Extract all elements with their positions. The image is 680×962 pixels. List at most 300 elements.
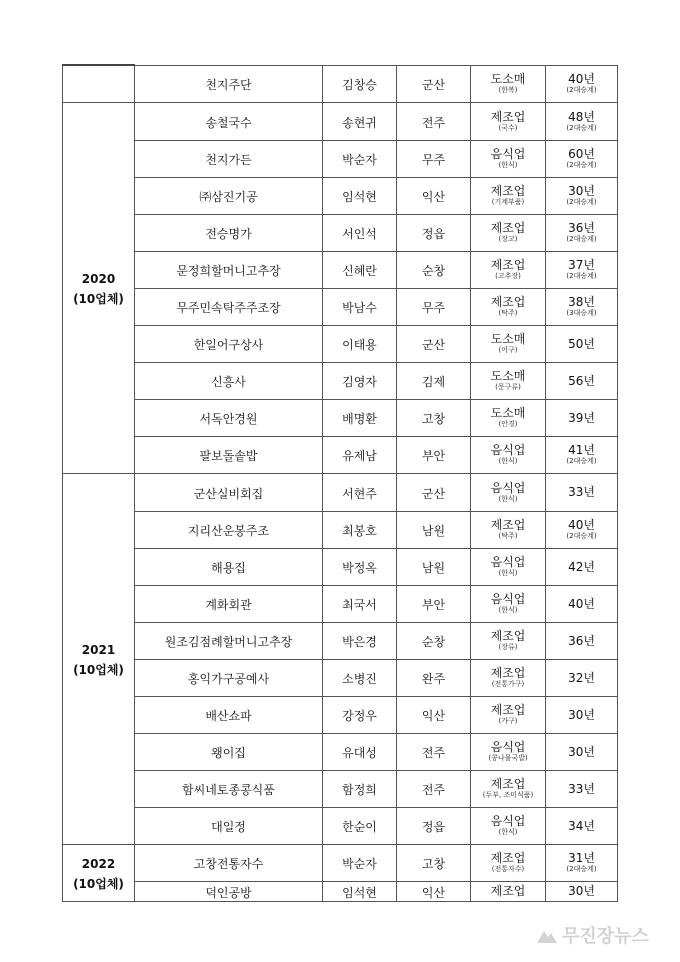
years-cell <box>546 473 618 511</box>
mountain-logo-icon <box>536 926 558 944</box>
table-row <box>63 214 618 251</box>
years-cell <box>546 881 618 901</box>
owner-name: 박정옥 <box>342 561 377 575</box>
business-name-cell <box>135 65 323 102</box>
business-name: 전승명가 <box>205 227 252 241</box>
region-name: 부안 <box>421 449 446 463</box>
region-cell <box>397 399 471 436</box>
region-cell <box>397 214 471 251</box>
business-type-cell <box>471 102 546 140</box>
business-name: 무주민속탁주주조장 <box>176 301 281 315</box>
owner-name: 서인석 <box>342 227 377 241</box>
succession-note: (3대승계) <box>566 309 597 317</box>
business-type-cell <box>471 473 546 511</box>
business-name: 배산쇼파 <box>205 709 252 723</box>
business-type: 도소매 <box>490 72 526 86</box>
years-cell <box>546 102 618 140</box>
business-name: ㈜삼진기공 <box>199 190 258 204</box>
region-cell <box>397 622 471 659</box>
owner-cell <box>323 659 397 696</box>
owner-cell <box>323 473 397 511</box>
table-row <box>63 288 618 325</box>
business-type-cell <box>471 511 546 548</box>
owner-name: 임석현 <box>342 190 377 204</box>
region-name: 무주 <box>421 153 446 167</box>
region-name: 완주 <box>421 672 446 686</box>
watermark <box>536 922 649 948</box>
business-name-cell <box>135 807 323 844</box>
business-name: 홍익가구공예사 <box>187 672 270 686</box>
years-cell <box>546 844 618 881</box>
owner-cell <box>323 140 397 177</box>
year-label: 2022 <box>81 856 116 871</box>
owner-name: 송현귀 <box>342 115 377 130</box>
table-row <box>63 659 618 696</box>
owner-name: 박남수 <box>342 301 377 315</box>
owner-cell <box>323 511 397 548</box>
watermark-text: 무진장뉴스 <box>562 926 649 947</box>
owner-cell <box>323 399 397 436</box>
region-cell <box>397 436 471 473</box>
business-type: 제조업 <box>490 295 526 309</box>
business-name: 문정희할머니고추장 <box>176 264 281 278</box>
years-in-business: 30년 <box>568 707 595 722</box>
region-cell <box>397 102 471 140</box>
business-type-cell <box>471 696 546 733</box>
business-type: 제조업 <box>490 777 526 791</box>
owner-name: 최국서 <box>342 598 377 612</box>
owner-cell <box>323 214 397 251</box>
business-type-detail: (문구류) <box>495 383 521 391</box>
table-row <box>63 696 618 733</box>
business-name-cell <box>135 436 323 473</box>
business-type-detail: (두부, 조미식품) <box>482 791 534 799</box>
business-name: 원조김점례할머니고추장 <box>164 635 293 649</box>
region-cell <box>397 770 471 807</box>
years-in-business: 42년 <box>568 559 595 574</box>
business-name: 고창전통자수 <box>193 857 264 871</box>
succession-note: (2대승계) <box>566 161 597 169</box>
business-type-cell <box>471 140 546 177</box>
year-cell-empty <box>63 65 135 102</box>
years-in-business: 34년 <box>568 818 595 833</box>
owner-cell <box>323 102 397 140</box>
business-type-detail: (가구) <box>498 717 518 725</box>
years-cell <box>546 770 618 807</box>
region-name: 김제 <box>421 375 446 389</box>
business-type-detail: (어구) <box>498 346 518 354</box>
business-type-cell <box>471 436 546 473</box>
business-type-cell <box>471 251 546 288</box>
years-cell <box>546 585 618 622</box>
business-type-cell <box>471 399 546 436</box>
business-name-cell <box>135 844 323 881</box>
business-type-detail: (한식) <box>498 494 518 503</box>
region-cell <box>397 325 471 362</box>
business-type-detail: (한식) <box>498 569 518 577</box>
succession-note: (2대승계) <box>566 123 597 132</box>
owner-name: 배명환 <box>342 412 377 426</box>
years-cell <box>546 140 618 177</box>
business-name-cell <box>135 548 323 585</box>
business-type-cell <box>471 214 546 251</box>
business-type: 음식업 <box>490 555 526 569</box>
company-count: (10업체) <box>73 876 124 891</box>
years-cell <box>546 177 618 214</box>
table-row <box>63 325 618 362</box>
region-name: 순창 <box>421 635 446 649</box>
region-name: 군산 <box>421 338 446 352</box>
owner-cell <box>323 881 397 901</box>
business-name-cell <box>135 251 323 288</box>
business-name: 해용집 <box>211 561 246 575</box>
succession-note: (2대승계) <box>566 865 597 873</box>
business-type: 도소매 <box>490 406 526 420</box>
table-row <box>63 362 618 399</box>
owner-name: 박순자 <box>342 153 377 167</box>
region-name: 고창 <box>421 857 446 871</box>
years-cell <box>546 436 618 473</box>
table-row <box>63 622 618 659</box>
business-type-detail: (장고) <box>498 235 518 243</box>
business-type-detail: (고추장) <box>495 272 521 280</box>
owner-cell <box>323 251 397 288</box>
table-row <box>63 251 618 288</box>
owner-name: 함정희 <box>342 783 377 797</box>
business-type: 음식업 <box>490 814 526 828</box>
business-type: 제조업 <box>490 258 526 272</box>
years-cell <box>546 399 618 436</box>
business-name: 천지가든 <box>205 153 252 167</box>
business-name: 신흥사 <box>211 375 246 389</box>
years-cell <box>546 214 618 251</box>
owner-cell <box>323 288 397 325</box>
years-in-business: 40년 <box>568 596 595 611</box>
business-name: 천지주단 <box>205 78 252 92</box>
owner-name: 소병진 <box>342 672 377 686</box>
business-type: 제조업 <box>490 666 526 680</box>
business-type-cell <box>471 770 546 807</box>
owner-cell <box>323 585 397 622</box>
years-in-business: 40년 <box>568 518 595 532</box>
business-name-cell <box>135 473 323 511</box>
region-cell <box>397 251 471 288</box>
table-row <box>63 548 618 585</box>
years-in-business: 36년 <box>568 221 595 235</box>
business-type-detail: (탁주) <box>498 532 518 540</box>
table-row <box>63 585 618 622</box>
years-in-business: 60년 <box>568 147 595 161</box>
years-in-business: 50년 <box>568 336 595 351</box>
business-name-cell <box>135 511 323 548</box>
region-name: 고창 <box>421 412 446 426</box>
region-cell <box>397 881 471 901</box>
region-cell <box>397 733 471 770</box>
business-type-cell <box>471 288 546 325</box>
business-type-detail: (한식) <box>498 606 518 614</box>
owner-name: 서현주 <box>342 486 377 501</box>
years-in-business: 33년 <box>568 485 595 499</box>
business-name-cell <box>135 696 323 733</box>
business-type: 음식업 <box>490 740 526 754</box>
business-type: 제조업 <box>490 518 526 532</box>
business-name-cell <box>135 214 323 251</box>
years-cell <box>546 65 618 102</box>
business-type: 음식업 <box>490 147 526 161</box>
region-name: 군산 <box>421 78 446 92</box>
region-name: 익산 <box>421 885 446 900</box>
succession-note: (2대승계) <box>566 532 597 540</box>
business-name-cell <box>135 177 323 214</box>
company-count: (10업체) <box>73 291 124 306</box>
region-name: 군산 <box>421 486 446 501</box>
owner-cell <box>323 733 397 770</box>
business-type-detail: (장류) <box>498 643 518 651</box>
region-cell <box>397 659 471 696</box>
business-type-detail: (콩나물국밥) <box>488 754 528 762</box>
years-cell <box>546 325 618 362</box>
region-name: 남원 <box>421 561 446 575</box>
business-type: 제조업 <box>490 629 526 643</box>
region-cell <box>397 696 471 733</box>
business-type-detail: (전통가구) <box>491 680 525 688</box>
business-type-detail: (전통자수) <box>491 865 525 873</box>
years-in-business: 33년 <box>568 781 595 796</box>
succession-note: (2대승계) <box>566 272 597 280</box>
years-cell <box>546 733 618 770</box>
years-cell <box>546 807 618 844</box>
region-name: 정읍 <box>421 820 446 834</box>
years-in-business: 32년 <box>568 670 595 685</box>
business-name-cell <box>135 362 323 399</box>
region-name: 전주 <box>421 115 446 130</box>
business-type: 제조업 <box>490 884 526 898</box>
years-cell <box>546 659 618 696</box>
succession-note: (2대승계) <box>566 235 597 243</box>
region-name: 무주 <box>421 301 446 315</box>
owner-name: 신혜란 <box>342 264 377 278</box>
year-group-cell <box>63 102 135 473</box>
years-in-business: 36년 <box>568 633 595 648</box>
business-table-body <box>63 65 618 901</box>
owner-cell <box>323 177 397 214</box>
table-row <box>63 733 618 770</box>
owner-cell <box>323 362 397 399</box>
owner-name: 임석현 <box>342 885 377 900</box>
year-label: 2021 <box>81 642 116 657</box>
business-name-cell <box>135 288 323 325</box>
business-name: 대일정 <box>211 820 246 834</box>
region-name: 전주 <box>421 746 446 760</box>
table-row <box>63 140 618 177</box>
business-type-cell <box>471 548 546 585</box>
owner-name: 김창승 <box>342 78 377 92</box>
table-row <box>63 473 618 511</box>
business-type-detail: (탁주) <box>498 309 518 317</box>
table-row <box>63 807 618 844</box>
table-row <box>63 65 618 102</box>
years-cell <box>546 251 618 288</box>
region-name: 부안 <box>421 598 446 612</box>
owner-name: 한순이 <box>342 820 377 834</box>
business-type: 음식업 <box>490 592 526 606</box>
business-type-cell <box>471 807 546 844</box>
business-name: 덕인공방 <box>205 885 252 900</box>
business-name: 함씨네토종콩식품 <box>182 783 275 797</box>
business-type-cell <box>471 733 546 770</box>
years-cell <box>546 696 618 733</box>
owner-name: 박순자 <box>342 857 377 871</box>
business-table <box>62 64 618 902</box>
business-type: 제조업 <box>490 109 526 124</box>
table-row <box>63 844 618 881</box>
business-name-cell <box>135 659 323 696</box>
region-name: 익산 <box>421 190 446 204</box>
owner-cell <box>323 65 397 102</box>
years-cell <box>546 548 618 585</box>
business-name: 계화회관 <box>205 598 252 612</box>
table-row <box>63 770 618 807</box>
region-cell <box>397 548 471 585</box>
company-count: (10업체) <box>73 662 124 677</box>
years-in-business: 30년 <box>568 884 595 898</box>
business-type: 음식업 <box>490 480 526 495</box>
region-cell <box>397 288 471 325</box>
years-in-business: 31년 <box>568 851 595 865</box>
region-cell <box>397 140 471 177</box>
owner-cell <box>323 770 397 807</box>
business-name: 송철국수 <box>205 115 252 130</box>
business-type-cell <box>471 622 546 659</box>
business-type: 제조업 <box>490 703 526 717</box>
owner-name: 박은경 <box>342 635 377 649</box>
years-in-business: 48년 <box>568 109 595 124</box>
region-cell <box>397 807 471 844</box>
business-type-cell <box>471 844 546 881</box>
business-type-detail: (한식) <box>498 828 518 836</box>
years-in-business: 38년 <box>568 295 595 309</box>
region-cell <box>397 65 471 102</box>
business-type-cell <box>471 177 546 214</box>
business-type-cell <box>471 362 546 399</box>
business-name: 왱이집 <box>211 746 246 760</box>
years-in-business: 30년 <box>568 184 595 198</box>
region-cell <box>397 473 471 511</box>
business-name-cell <box>135 102 323 140</box>
owner-cell <box>323 548 397 585</box>
business-name: 지리산운봉주조 <box>187 524 270 538</box>
business-type: 제조업 <box>490 184 526 198</box>
region-cell <box>397 511 471 548</box>
business-name-cell <box>135 325 323 362</box>
table-row <box>63 511 618 548</box>
year-group-cell <box>63 473 135 844</box>
region-cell <box>397 844 471 881</box>
table-row <box>63 177 618 214</box>
years-in-business: 56년 <box>568 373 595 388</box>
year-group-cell <box>63 844 135 901</box>
succession-note: (2대승계) <box>566 198 597 206</box>
business-type-detail: (안경) <box>498 420 518 428</box>
business-type-detail: (한복) <box>498 86 518 94</box>
owner-name: 유대성 <box>342 746 377 760</box>
table-row <box>63 881 618 901</box>
business-name: 한일어구상사 <box>193 338 264 352</box>
business-name: 서독안경원 <box>199 412 258 426</box>
owner-cell <box>323 325 397 362</box>
owner-cell <box>323 807 397 844</box>
business-name: 팔보돌솥밥 <box>199 449 258 463</box>
years-cell <box>546 622 618 659</box>
owner-cell <box>323 696 397 733</box>
region-name: 순창 <box>421 264 446 278</box>
business-type: 음식업 <box>490 443 526 457</box>
region-name: 정읍 <box>421 227 446 241</box>
business-type: 도소매 <box>490 332 526 346</box>
owner-name: 강정우 <box>342 709 377 723</box>
table-row <box>63 102 618 140</box>
succession-note: (2대승계) <box>566 457 597 465</box>
owner-cell <box>323 622 397 659</box>
business-name-cell <box>135 622 323 659</box>
business-type-cell <box>471 325 546 362</box>
years-in-business: 41년 <box>568 443 595 457</box>
business-name-cell <box>135 585 323 622</box>
year-label: 2020 <box>81 271 116 286</box>
owner-name: 김영자 <box>342 375 377 389</box>
region-name: 익산 <box>421 709 446 723</box>
business-type: 도소매 <box>490 369 526 383</box>
region-cell <box>397 362 471 399</box>
owner-cell <box>323 436 397 473</box>
years-in-business: 39년 <box>568 410 595 425</box>
region-name: 전주 <box>421 783 446 797</box>
years-cell <box>546 511 618 548</box>
business-type-cell <box>471 659 546 696</box>
years-in-business: 30년 <box>568 744 595 759</box>
region-cell <box>397 177 471 214</box>
business-type-detail: (국수) <box>498 123 518 132</box>
business-type-detail: (한식) <box>498 161 518 169</box>
table-row <box>63 399 618 436</box>
owner-name: 최봉호 <box>342 524 377 538</box>
region-name: 남원 <box>421 524 446 538</box>
business-name-cell <box>135 881 323 901</box>
business-name-cell <box>135 733 323 770</box>
owner-cell <box>323 844 397 881</box>
years-cell <box>546 288 618 325</box>
table-row <box>63 436 618 473</box>
business-name: 군산실비회집 <box>193 486 264 501</box>
years-in-business: 40년 <box>568 72 595 86</box>
succession-note: (2대승계) <box>566 86 597 94</box>
business-type-detail: (한식) <box>498 457 518 465</box>
business-type-cell <box>471 65 546 102</box>
years-in-business: 37년 <box>568 258 595 272</box>
business-type-cell <box>471 585 546 622</box>
owner-name: 이태용 <box>342 338 377 352</box>
business-type-detail: (기계부품) <box>491 198 525 206</box>
years-cell <box>546 362 618 399</box>
business-type: 제조업 <box>490 221 526 235</box>
business-name-cell <box>135 140 323 177</box>
business-name-cell <box>135 770 323 807</box>
business-name-cell <box>135 399 323 436</box>
region-cell <box>397 585 471 622</box>
business-type: 제조업 <box>490 851 526 865</box>
business-type-cell <box>471 881 546 901</box>
owner-name: 유제남 <box>342 449 377 463</box>
